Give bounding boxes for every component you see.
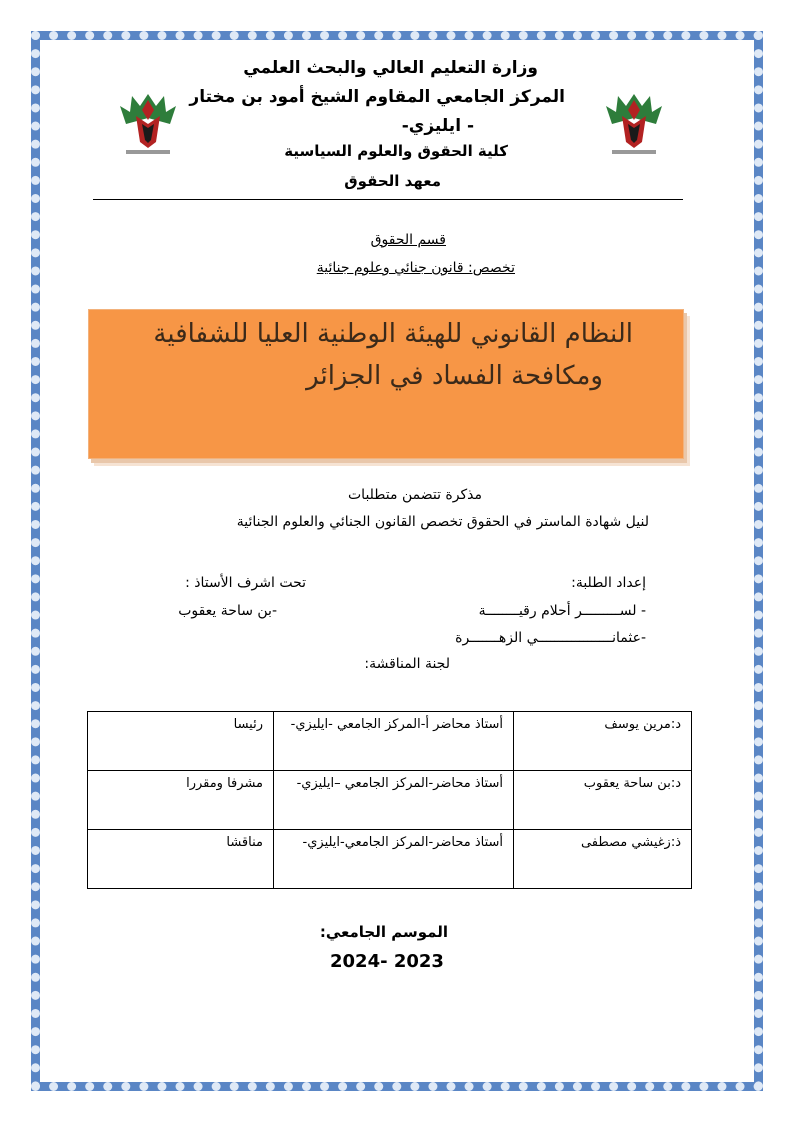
member-name: ذ:زغيشي مصطفى xyxy=(514,830,692,889)
ministry-name: وزارة التعليم العالي والبحث العلمي xyxy=(243,58,538,78)
member-name: د:مرين يوسف xyxy=(514,712,692,771)
member-position: أستاذ محاضر-المركز الجامعي –ايليزي- xyxy=(274,771,514,830)
university-logo-left xyxy=(116,90,180,162)
season-label: الموسم الجامعي: xyxy=(319,923,448,941)
committee-table xyxy=(87,711,692,889)
supervisor-label: تحت اشرف الأستاذ : xyxy=(185,575,306,591)
thesis-title-line1: النظام القانوني للهيئة الوطنية العليا للشفافية xyxy=(153,319,633,349)
committee-label: لجنة المناقشة: xyxy=(364,656,450,672)
city-name: - ايليزي- xyxy=(401,116,474,136)
subtitle-line2: لنيل شهادة الماستر في الحقوق تخصص القانون الجنائي والعلوم الجنائية xyxy=(236,514,649,530)
student-2: -عثمانــــــــــــــــــي الزهـــــــرة xyxy=(455,630,646,646)
table-row xyxy=(88,771,692,830)
supervisor-name: -بن ساحة يعقوب xyxy=(178,603,277,619)
institute-name: معهد الحقوق xyxy=(344,172,441,190)
department-name: قسم الحقوق xyxy=(370,232,446,248)
faculty-name: كلية الحقوق والعلوم السياسية xyxy=(284,142,508,160)
authors-label: إعداد الطلبة: xyxy=(571,575,646,591)
season-years: 2024- 2023 xyxy=(330,951,444,972)
thesis-title-line2: ومكافحة الفساد في الجزائر xyxy=(306,361,603,391)
member-position: أستاذ محاضر-المركز الجامعي-ايليزي- xyxy=(274,830,514,889)
member-role: مناقشا xyxy=(88,830,274,889)
table-row xyxy=(88,712,692,771)
header-divider xyxy=(93,199,683,200)
member-role: رئيسا xyxy=(88,712,274,771)
student-1: - لســـــــــر أحلام رقيــــــــة xyxy=(478,603,646,619)
center-name: المركز الجامعي المقاوم الشيخ أمود بن مختار xyxy=(189,87,565,107)
member-position: أستاذ محاضر أ-المركز الجامعي -ايليزي- xyxy=(274,712,514,771)
subtitle-line1: مذكرة تتضمن متطلبات xyxy=(348,487,482,503)
university-logo-right xyxy=(602,90,666,162)
title-box xyxy=(88,309,684,459)
table-row xyxy=(88,830,692,889)
member-role: مشرفا ومقررا xyxy=(88,771,274,830)
member-name: د:بن ساحة يعقوب xyxy=(514,771,692,830)
specialty: تخصص: قانون جنائي وعلوم جنائية xyxy=(316,260,515,276)
